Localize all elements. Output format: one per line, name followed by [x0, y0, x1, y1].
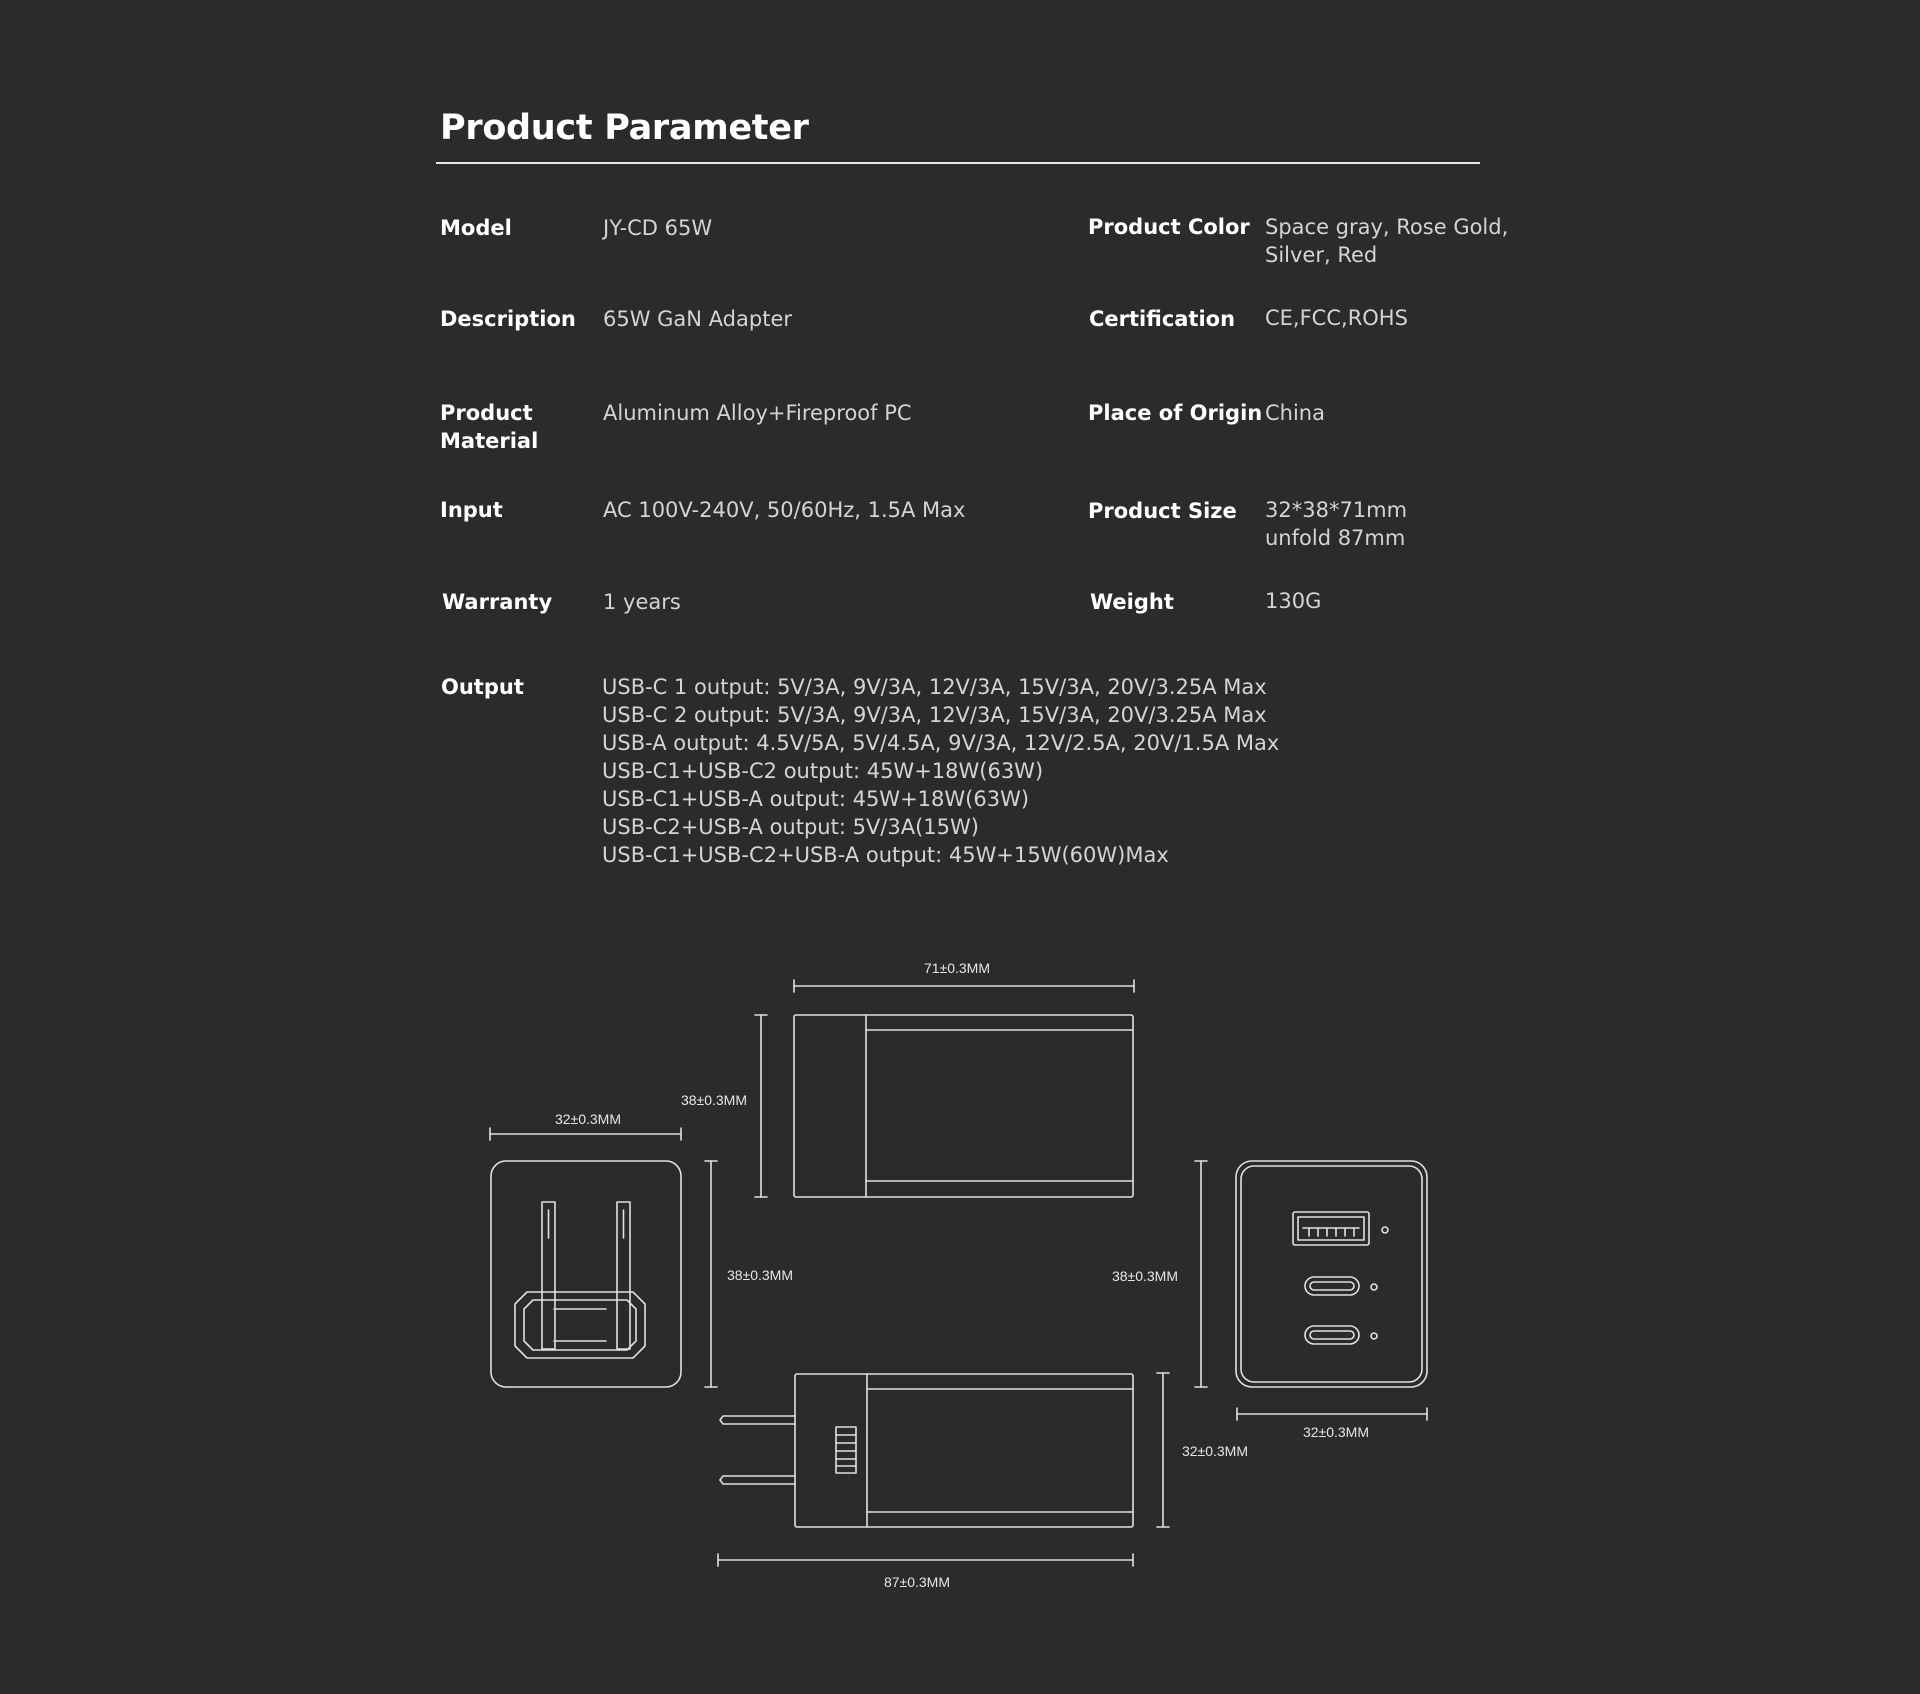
- color-label: Product Color: [1088, 215, 1250, 239]
- page-title: Product Parameter: [440, 108, 809, 148]
- color-value-line1: Space gray, Rose Gold,: [1265, 215, 1509, 239]
- weight-label: Weight: [1090, 590, 1174, 614]
- output-label: Output: [441, 675, 524, 699]
- certification-label: Certification: [1089, 307, 1236, 331]
- charger-top-view: [794, 1015, 1133, 1197]
- charger-side-view-unfolded: [720, 1374, 1133, 1527]
- output-line-7: USB-C1+USB-C2+USB-A output: 45W+15W(60W)Max: [602, 843, 1169, 867]
- output-line-2: USB-C 2 output: 5V/3A, 9V/3A, 12V/3A, 15V/3A, 20V/3.25A Max: [602, 703, 1267, 727]
- origin-value: China: [1265, 401, 1325, 425]
- description-value: 65W GaN Adapter: [603, 307, 792, 331]
- width-dimension-right-label: 32±0.3MM: [1302, 1424, 1370, 1440]
- warranty-value: 1 years: [603, 590, 681, 614]
- height-dimension-left: [705, 1161, 717, 1387]
- certification-value: CE,FCC,ROHS: [1265, 306, 1408, 330]
- description-label: Description: [440, 307, 576, 331]
- width-dimension-left-label: 32±0.3MM: [554, 1111, 622, 1127]
- charger-port-face-view: [1236, 1161, 1427, 1387]
- output-line-6: USB-C2+USB-A output: 5V/3A(15W): [602, 815, 979, 839]
- height-dimension-right-label: 38±0.3MM: [1111, 1268, 1179, 1284]
- material-label-line1: Product: [440, 401, 533, 425]
- color-value-line2: Silver, Red: [1265, 243, 1378, 267]
- input-value: AC 100V-240V, 50/60Hz, 1.5A Max: [603, 498, 966, 522]
- width-dimension-left: [490, 1128, 681, 1140]
- unfold-dimension-label: 87±0.3MM: [883, 1574, 951, 1590]
- length-dimension-line: [794, 980, 1134, 992]
- origin-label: Place of Origin: [1088, 401, 1263, 425]
- charger-plug-face-view: [491, 1161, 681, 1387]
- size-value-line1: 32*38*71mm: [1265, 498, 1408, 522]
- weight-value: 130G: [1265, 589, 1322, 613]
- warranty-label: Warranty: [442, 590, 553, 614]
- model-label: Model: [440, 216, 512, 240]
- output-line-5: USB-C1+USB-A output: 45W+18W(63W): [602, 787, 1030, 811]
- length-dimension-label: 71±0.3MM: [923, 960, 991, 976]
- material-value: Aluminum Alloy+Fireproof PC: [603, 401, 912, 425]
- output-line-3: USB-A output: 4.5V/5A, 5V/4.5A, 9V/3A, 12V/2.5A, 20V/1.5A Max: [602, 731, 1280, 755]
- material-label-line2: Material: [440, 429, 539, 453]
- height-dimension-left-label: 38±0.3MM: [726, 1267, 794, 1283]
- depth-dimension-bottom: [1157, 1373, 1169, 1527]
- height-dimension-right: [1195, 1161, 1207, 1387]
- height-dimension-top-label: 38±0.3MM: [680, 1092, 748, 1108]
- width-dimension-right: [1237, 1408, 1427, 1420]
- output-line-4: USB-C1+USB-C2 output: 45W+18W(63W): [602, 759, 1044, 783]
- height-dimension-top: [755, 1015, 767, 1197]
- model-value: JY-CD 65W: [603, 216, 713, 240]
- size-value-line2: unfold 87mm: [1265, 526, 1406, 550]
- depth-dimension-bottom-label: 32±0.3MM: [1181, 1443, 1249, 1459]
- unfold-dimension-line: [718, 1554, 1133, 1566]
- size-label: Product Size: [1088, 499, 1237, 523]
- output-line-1: USB-C 1 output: 5V/3A, 9V/3A, 12V/3A, 15V/3A, 20V/3.25A Max: [602, 675, 1267, 699]
- input-label: Input: [440, 498, 503, 522]
